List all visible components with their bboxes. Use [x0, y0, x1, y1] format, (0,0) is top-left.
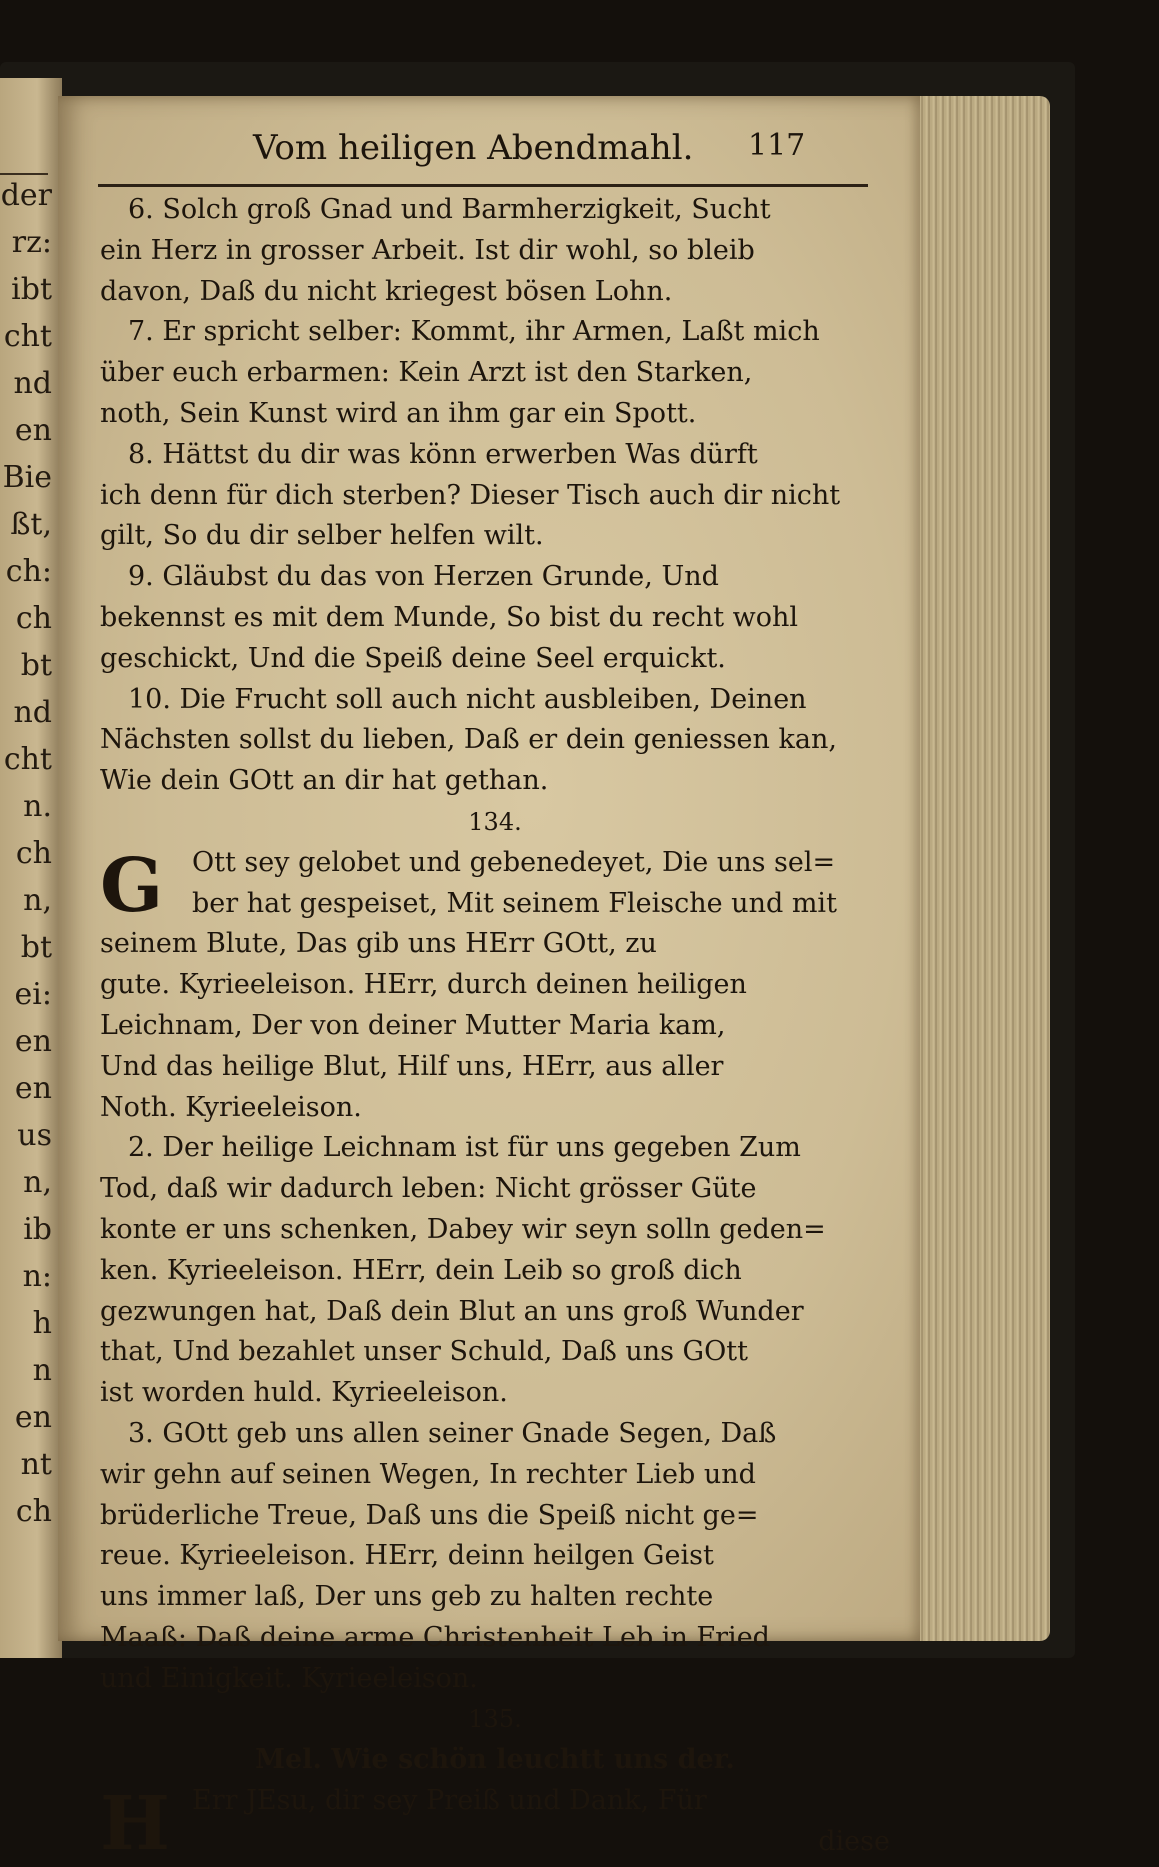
- hymn-opening: [100, 1781, 890, 1867]
- text-line: Maaß: Daß deine arme Christenheit Leb in Fried: [100, 1621, 770, 1653]
- left-page-fragment: ch: [15, 836, 52, 871]
- header-rule: [98, 184, 868, 187]
- page-block-edges: [910, 96, 1050, 1641]
- text-line: konte er uns schenken, Dabey wir seyn solln geden=: [100, 1213, 826, 1245]
- running-header: Vom heiligen Abendmahl.: [253, 128, 694, 168]
- page-number: 117: [748, 128, 806, 163]
- left-page-fragment: ch: [15, 601, 52, 636]
- text-line: davon, Daß du nicht kriegest bösen Lohn.: [100, 275, 673, 307]
- left-page-fragment: n: [32, 1353, 52, 1388]
- text-line: that, Und bezahlet unser Schuld, Daß uns GOtt: [100, 1336, 748, 1368]
- page-117: [58, 96, 920, 1867]
- text-line: brüderliche Treue, Daß uns die Speiß nicht ge=: [100, 1499, 759, 1531]
- left-page-rule: [0, 173, 48, 175]
- text-line: Leichnam, Der von deiner Mutter Maria kam,: [100, 1009, 726, 1041]
- left-page-fragment: ßt,: [10, 507, 52, 542]
- text-line: geschickt, Und die Speiß deine Seel erquickt.: [100, 642, 726, 674]
- text-line: ist worden huld. Kyrieeleison.: [100, 1377, 508, 1409]
- text-line: gezwungen hat, Daß dein Blut an uns groß Wunder: [100, 1295, 804, 1327]
- text-line: 10. Die Frucht soll auch nicht ausbleiben, Deinen: [128, 683, 807, 715]
- text-line: Wie dein GOtt an dir hat gethan.: [100, 765, 549, 797]
- hymn-number: 135.: [468, 1705, 522, 1734]
- text-line: wir gehn auf seinen Wegen, In rechter Lieb und: [100, 1458, 756, 1490]
- hymn-previous-stanzas: [100, 190, 890, 802]
- text-line: 9. Gläubst du das von Herzen Grunde, Und: [128, 561, 719, 593]
- text-line: über euch erbarmen: Kein Arzt ist den Starken,: [100, 357, 753, 389]
- left-page-fragment: nd: [13, 695, 52, 730]
- text-line: 2. Der heilige Leichnam ist für uns gegeben Zum: [128, 1132, 801, 1164]
- left-page-fragment: us: [17, 1118, 52, 1153]
- left-page-fragment: nd: [13, 366, 52, 401]
- drop-cap: G: [100, 842, 164, 929]
- text-line: Noth. Kyrieeleison.: [100, 1091, 362, 1123]
- text-line: uns immer laß, Der uns geb zu halten rechte: [100, 1581, 714, 1613]
- text-line: gilt, So du dir selber helfen wilt.: [100, 520, 544, 552]
- left-page-fragment: der: [0, 178, 52, 213]
- text-line: ich denn für dich sterben? Dieser Tisch auch dir nicht: [100, 479, 841, 511]
- left-page-fragment: en: [14, 1024, 52, 1059]
- text-line: noth, Sein Kunst wird an ihm gar ein Spott.: [100, 397, 697, 429]
- text-line: 3. GOtt geb uns allen seiner Gnade Segen, Daß: [128, 1417, 777, 1449]
- hymn-number: 134.: [468, 807, 522, 836]
- left-page-fragment: en: [14, 1071, 52, 1106]
- left-page-fragment: h: [32, 1306, 52, 1341]
- hymn-opening: [100, 842, 890, 929]
- text-line: Und das heilige Blut, Hilf uns, HErr, aus aller: [100, 1050, 724, 1082]
- text-line: ein Herz in grosser Arbeit. Ist dir wohl, so bleib: [100, 234, 755, 266]
- drop-cap: H: [100, 1781, 170, 1867]
- left-page-fragment: cht: [3, 319, 52, 354]
- text-line: seinem Blute, Das gib uns HErr GOtt, zu: [100, 928, 657, 960]
- left-page-fragment: ei:: [14, 977, 52, 1012]
- left-page-fragment: Bie: [2, 460, 52, 495]
- text-line: Err JEsu, dir sey Preiß und Dank, Für: [192, 1785, 707, 1817]
- left-page-fragment: rz:: [11, 225, 52, 260]
- left-page-fragment: bt: [20, 648, 52, 683]
- page-body: [100, 190, 890, 1867]
- text-line: ber hat gespeiset, Mit seinem Fleische und mit: [192, 887, 837, 919]
- left-page-fragment: en: [14, 413, 52, 448]
- text-line: 7. Er spricht selber: Kommt, ihr Armen, Laßt mich: [128, 316, 820, 348]
- left-page-fragment: n.: [23, 789, 52, 824]
- left-page-fragment: bt: [20, 930, 52, 965]
- text-line: Tod, daß wir dadurch leben: Nicht grösser Güte: [100, 1173, 757, 1205]
- text-line: bekennst es mit dem Munde, So bist du recht wohl: [100, 601, 799, 633]
- text-line: reue. Kyrieeleison. HErr, deinn heilgen Geist: [100, 1540, 714, 1572]
- hymn-135: [100, 1699, 890, 1867]
- left-page-fragment: nt: [20, 1447, 52, 1482]
- left-page-fragment: ch:: [5, 554, 52, 589]
- text-line: Nächsten sollst du lieben, Daß er dein geniessen kan,: [100, 724, 837, 756]
- left-page-fragment: ib: [23, 1212, 52, 1247]
- text-line: 8. Hättst du dir was könn erwerben Was dürft: [128, 438, 758, 470]
- left-page-fragment: n,: [23, 883, 52, 918]
- text-line: gute. Kyrieeleison. HErr, durch deinen heiligen: [100, 969, 747, 1001]
- text-line: 6. Solch groß Gnad und Barmherzigkeit, Sucht: [128, 194, 771, 225]
- left-page-fragment: n,: [23, 1165, 52, 1200]
- left-page-fragment: n:: [22, 1259, 52, 1294]
- left-page-fragment: en: [14, 1400, 52, 1435]
- left-page-edge: [0, 78, 62, 1658]
- text-line: Ott sey gelobet und gebenedeyet, Die uns sel=: [192, 846, 836, 878]
- melody-line: Mel. Wie schön leuchtt uns der.: [255, 1744, 735, 1776]
- left-page-fragment: ibt: [11, 272, 52, 307]
- catchword: diese: [818, 1825, 890, 1857]
- hymn-134: [100, 802, 890, 1700]
- text-line: ken. Kyrieeleison. HErr, dein Leib so groß dich: [100, 1254, 742, 1286]
- left-page-fragment: ch: [15, 1494, 52, 1529]
- text-line: und Einigkeit. Kyrieeleison.: [100, 1662, 478, 1694]
- left-page-fragment: cht: [3, 742, 52, 777]
